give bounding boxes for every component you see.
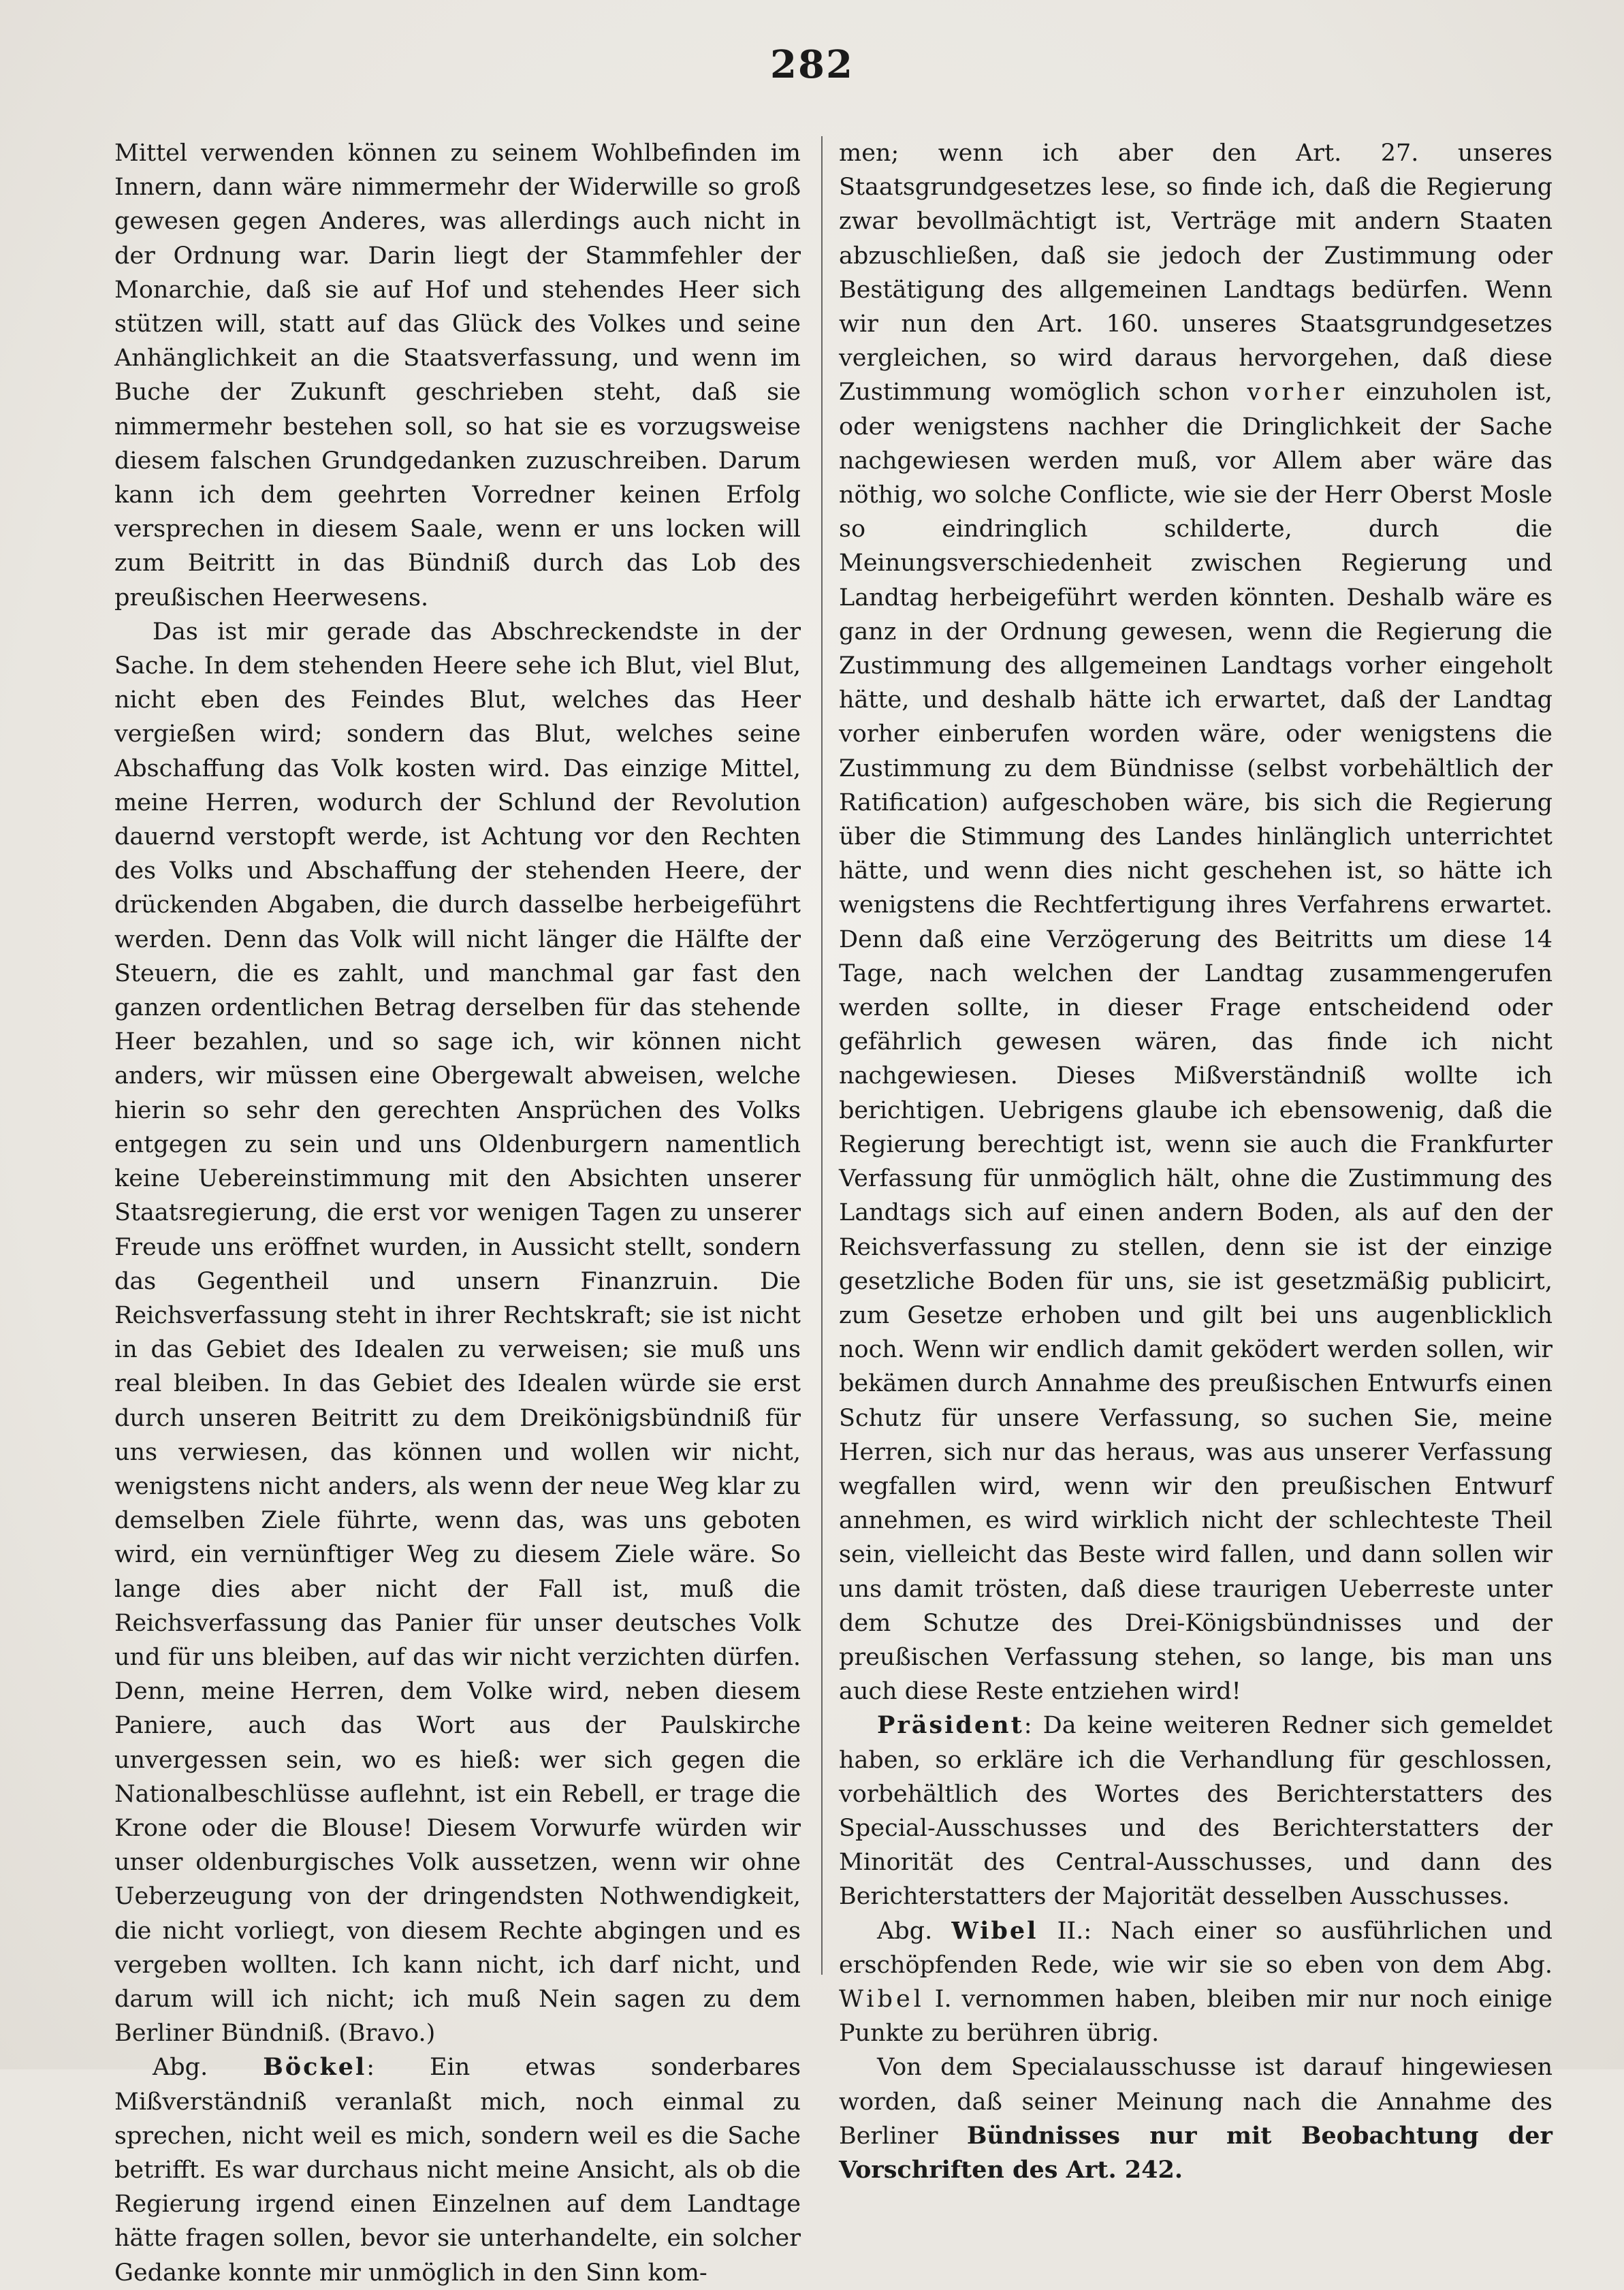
paragraph-speech (114, 2050, 801, 2289)
paragraph (839, 2050, 1553, 2187)
speaker-prefix: Abg. (153, 2054, 208, 2082)
page-number: 282 (770, 42, 854, 87)
right-column (839, 136, 1553, 2187)
left-column (114, 136, 801, 2290)
text-run: einzuholen ist, oder wenigstens nachher die Dringlichkeit der Sache nachgewiesen werden muß, vor Allem aber wäre das nöthig, wo solche Conflicte, wie sie der Herr Oberst Mosle so eindringlich schilderte, durch die Meinungsverschiedenheit zwischen Regierung und Landtag herbeigeführt werden könnten. Deshalb wäre es ganz in der Ordnung gewesen, wenn die Regierung die Zustimmung des allgemeinen Landtags vorher eingeholt hätte, und deshalb hätte ich erwartet, daß der Landtag vorher einberufen worden wäre, oder wenigstens die Zustimmung zu dem Bündnisse (selbst vorbehältlich der Ratification) aufgeschoben wäre, bis sich die Regierung über die Stimmung des Landes hinlänglich unterrichtet hätte, und wenn dies nicht geschehen ist, so hätte ich wenigstens die Rechtfertigung ihres Verfahrens erwartet. Denn daß eine Verzögerung des Beitritts um diese 14 Tage, nach welchen der Landtag zusammengerufen werden sollte, in dieser Frage entscheidend oder gefährlich gewesen wären, das finde ich nicht nachgewiesen. Dieses Mißverständniß wollte ich berichtigen. Uebrigens glaube ich ebensowenig, daß die Regierung berechtigt ist, wenn sie auch die Frankfurter Verfassung für unmöglich hält, ohne die Zustimmung des Landtags sich auf einen andern Boden, als auf den der Reichsverfassung zu stellen, denn sie ist der einzige gesetzliche Boden für uns, sie ist gesetzmäßig publicirt, zum Gesetze erhoben und gilt bei uns augenblicklich noch. Wenn wir endlich damit geködert werden sollen, wir bekämen durch Annahme des preußischen Entwurfs einen Schutz für unsere Verfassung, so suchen Sie, meine Herren, sich nur das heraus, was aus unserer Verfassung wegfallen wird, wenn wir den preußischen Entwurf annehmen, es wird wirklich nicht der schlechteste Theil sein, vielleicht das Beste wird fallen, und dann sollen wir uns damit trösten, daß diese traurigen Ueberreste unter dem Schutze des Drei-Königsbündnisses und der preußischen Verfassung stehen, so lange, bis man uns auch diese Reste entziehen wird! (839, 379, 1553, 1706)
paragraph (839, 136, 1553, 1708)
emphasized-text: Wibel (839, 1985, 925, 2013)
bold-text: Bündnisses nur mit Beobachtung der Vorschriften des Art. 242. (839, 2121, 1553, 2184)
speaker-name: Präsident (877, 1711, 1024, 1740)
text-run: men; wenn ich aber den Art. 27. unseres Staatsgrundgesetzes lese, so finde ich, daß die Regierung zwar bevollmächtigt ist, Verträge mit andern Staaten abzuschließen, daß sie jedoch der Zustimmung oder Bestätigung des allgemeinen Landtags bedürfen. Wenn wir nun den Art. 160. unseres Staatsgrundgesetzes vergleichen, so wird daraus hervorgehen, daß diese Zustimmung womöglich schon (839, 140, 1553, 407)
column-divider (821, 136, 823, 1975)
paragraph-speech (839, 1914, 1553, 2051)
speaker-name: Wibel (951, 1916, 1038, 1945)
speaker-prefix: Abg. (877, 1917, 933, 1945)
speech-text: : Da keine weiteren Redner sich gemeldet haben, so erkläre ich die Verhandlung für geschlossen, vorbehältlich des Wortes des Berichterstatters des Special-Ausschusses und des Berichterstatters der Minorität des Central-Ausschusses, und dann des Berichterstatters der Majorität desselben Ausschusses. (839, 1712, 1553, 1911)
speaker-suffix: II. (1038, 1917, 1084, 1945)
paragraph: Mittel verwenden können zu seinem Wohlbefinden im Innern, dann wäre nimmermehr der Widerwille so groß gewesen gegen Anderes, was allerdings auch nicht in der Ordnung war. Darin liegt der Stammfehler der Monarchie, daß sie auf Hof und stehendes Heer sich stützen will, statt auf das Glück des Volkes und seine Anhänglichkeit an die Staatsverfassung, und wenn im Buche der Zukunft geschrieben steht, daß sie nimmermehr bestehen soll, so hat sie es vorzugsweise diesem falschen Grundgedanken zuzuschreiben. Darum kann ich dem geehrten Vorredner keinen Erfolg versprechen in diesem Saale, wenn er uns locken will zum Beitritt in das Bündniß durch das Lob des preußischen Heerwesens. (114, 140, 801, 611)
speech-text: : Nach einer so ausführlichen und erschöpfenden Rede, wie wir sie so eben von dem Abg. (839, 1917, 1553, 1979)
speaker-name: Böckel (263, 2053, 367, 2082)
speech-text: : Ein etwas sonderbares Mißverständniß veranlaßt mich, noch einmal zu sprechen, nicht weil es mich, sondern weil es die Sache betrifft. Es war durchaus nicht meine Ansicht, als ob die Regierung irgend einen Einzelnen auf dem Landtage hätte fragen sollen, bevor sie unterhandelte, ein solcher Gedanke konnte mir unmöglich in den Sinn kom- (114, 2054, 801, 2287)
text-run: Von dem Specialausschusse ist darauf hingewiesen worden, daß seiner Meinung nach die Annahme des Berliner (839, 2054, 1553, 2150)
paragraph-speech (839, 1708, 1553, 1913)
emphasized-text: vorher (1247, 379, 1348, 407)
paragraph: Das ist mir gerade das Abschreckendste in der Sache. In dem stehenden Heere sehe ich Blut, viel Blut, nicht eben des Feindes Blut, welches das Heer vergießen wird; sondern das Blut, welches seine Abschaffung das Volk kosten wird. Das einzige Mittel, meine Herren, wodurch der Schlund der Revolution dauernd verstopft werde, ist Achtung vor den Rechten des Volks und Abschaffung der stehenden Heere, der drückenden Abgaben, die durch dasselbe herbeigeführt werden. Denn das Volk will nicht länger die Hälfte der Steuern, die es zahlt, und manchmal gar fast den ganzen ordentlichen Betrag derselben für das stehende Heer bezahlen, und so sage ich, wir können nicht anders, wir müssen eine Obergewalt abweisen, welche hierin so sehr den gerechten Ansprüchen des Volks entgegen zu sein und uns Oldenburgern namentlich keine Uebereinstimmung mit den Absichten unserer Staatsregierung, die erst vor wenigen Tagen zu unserer Freude uns eröffnet wurden, in Aussicht stellt, sondern das Gegentheil und unsern Finanzruin. Die Reichsverfassung steht in ihrer Rechtskraft; sie ist nicht in das Gebiet des Idealen zu verweisen; sie muß uns real bleiben. In das Gebiet des Idealen würde sie erst durch unseren Beitritt zu dem Dreikönigsbündniß für uns verwiesen, das können und wollen wir nicht, wenigstens nicht anders, als wenn der neue Weg klar zu demselben Ziele führte, wenn das, was uns geboten wird, ein vernünftiger Weg zu diesem Ziele wäre. So lange dies aber nicht der Fall ist, muß die Reichsverfassung das Panier für unser deutsches Volk und für uns bleiben, auf das wir nicht verzichten dürfen. Denn, meine Herren, dem Volke wird, neben diesem Paniere, auch das Wort aus der Paulskirche unvergessen sein, wo es hieß: wer sich gegen die Nationalbeschlüsse auflehnt, ist ein Rebell, er trage die Krone oder die Blouse! Diesem Vorwurfe würden wir unser oldenburgisches Volk aussetzen, wenn wir ohne Ueberzeugung von der dringendsten Nothwendigkeit, die nicht vorliegt, von diesem Rechte abgingen und es vergeben wollten. Ich kann nicht, ich darf nicht, und darum will ich nicht; ich muß Nein sagen zu dem Berliner Bündniß. (Bravo.) (114, 618, 801, 2048)
speech-text: I. vernommen haben, bleiben mir nur noch einige Punkte zu berühren übrig. (839, 1985, 1553, 2048)
